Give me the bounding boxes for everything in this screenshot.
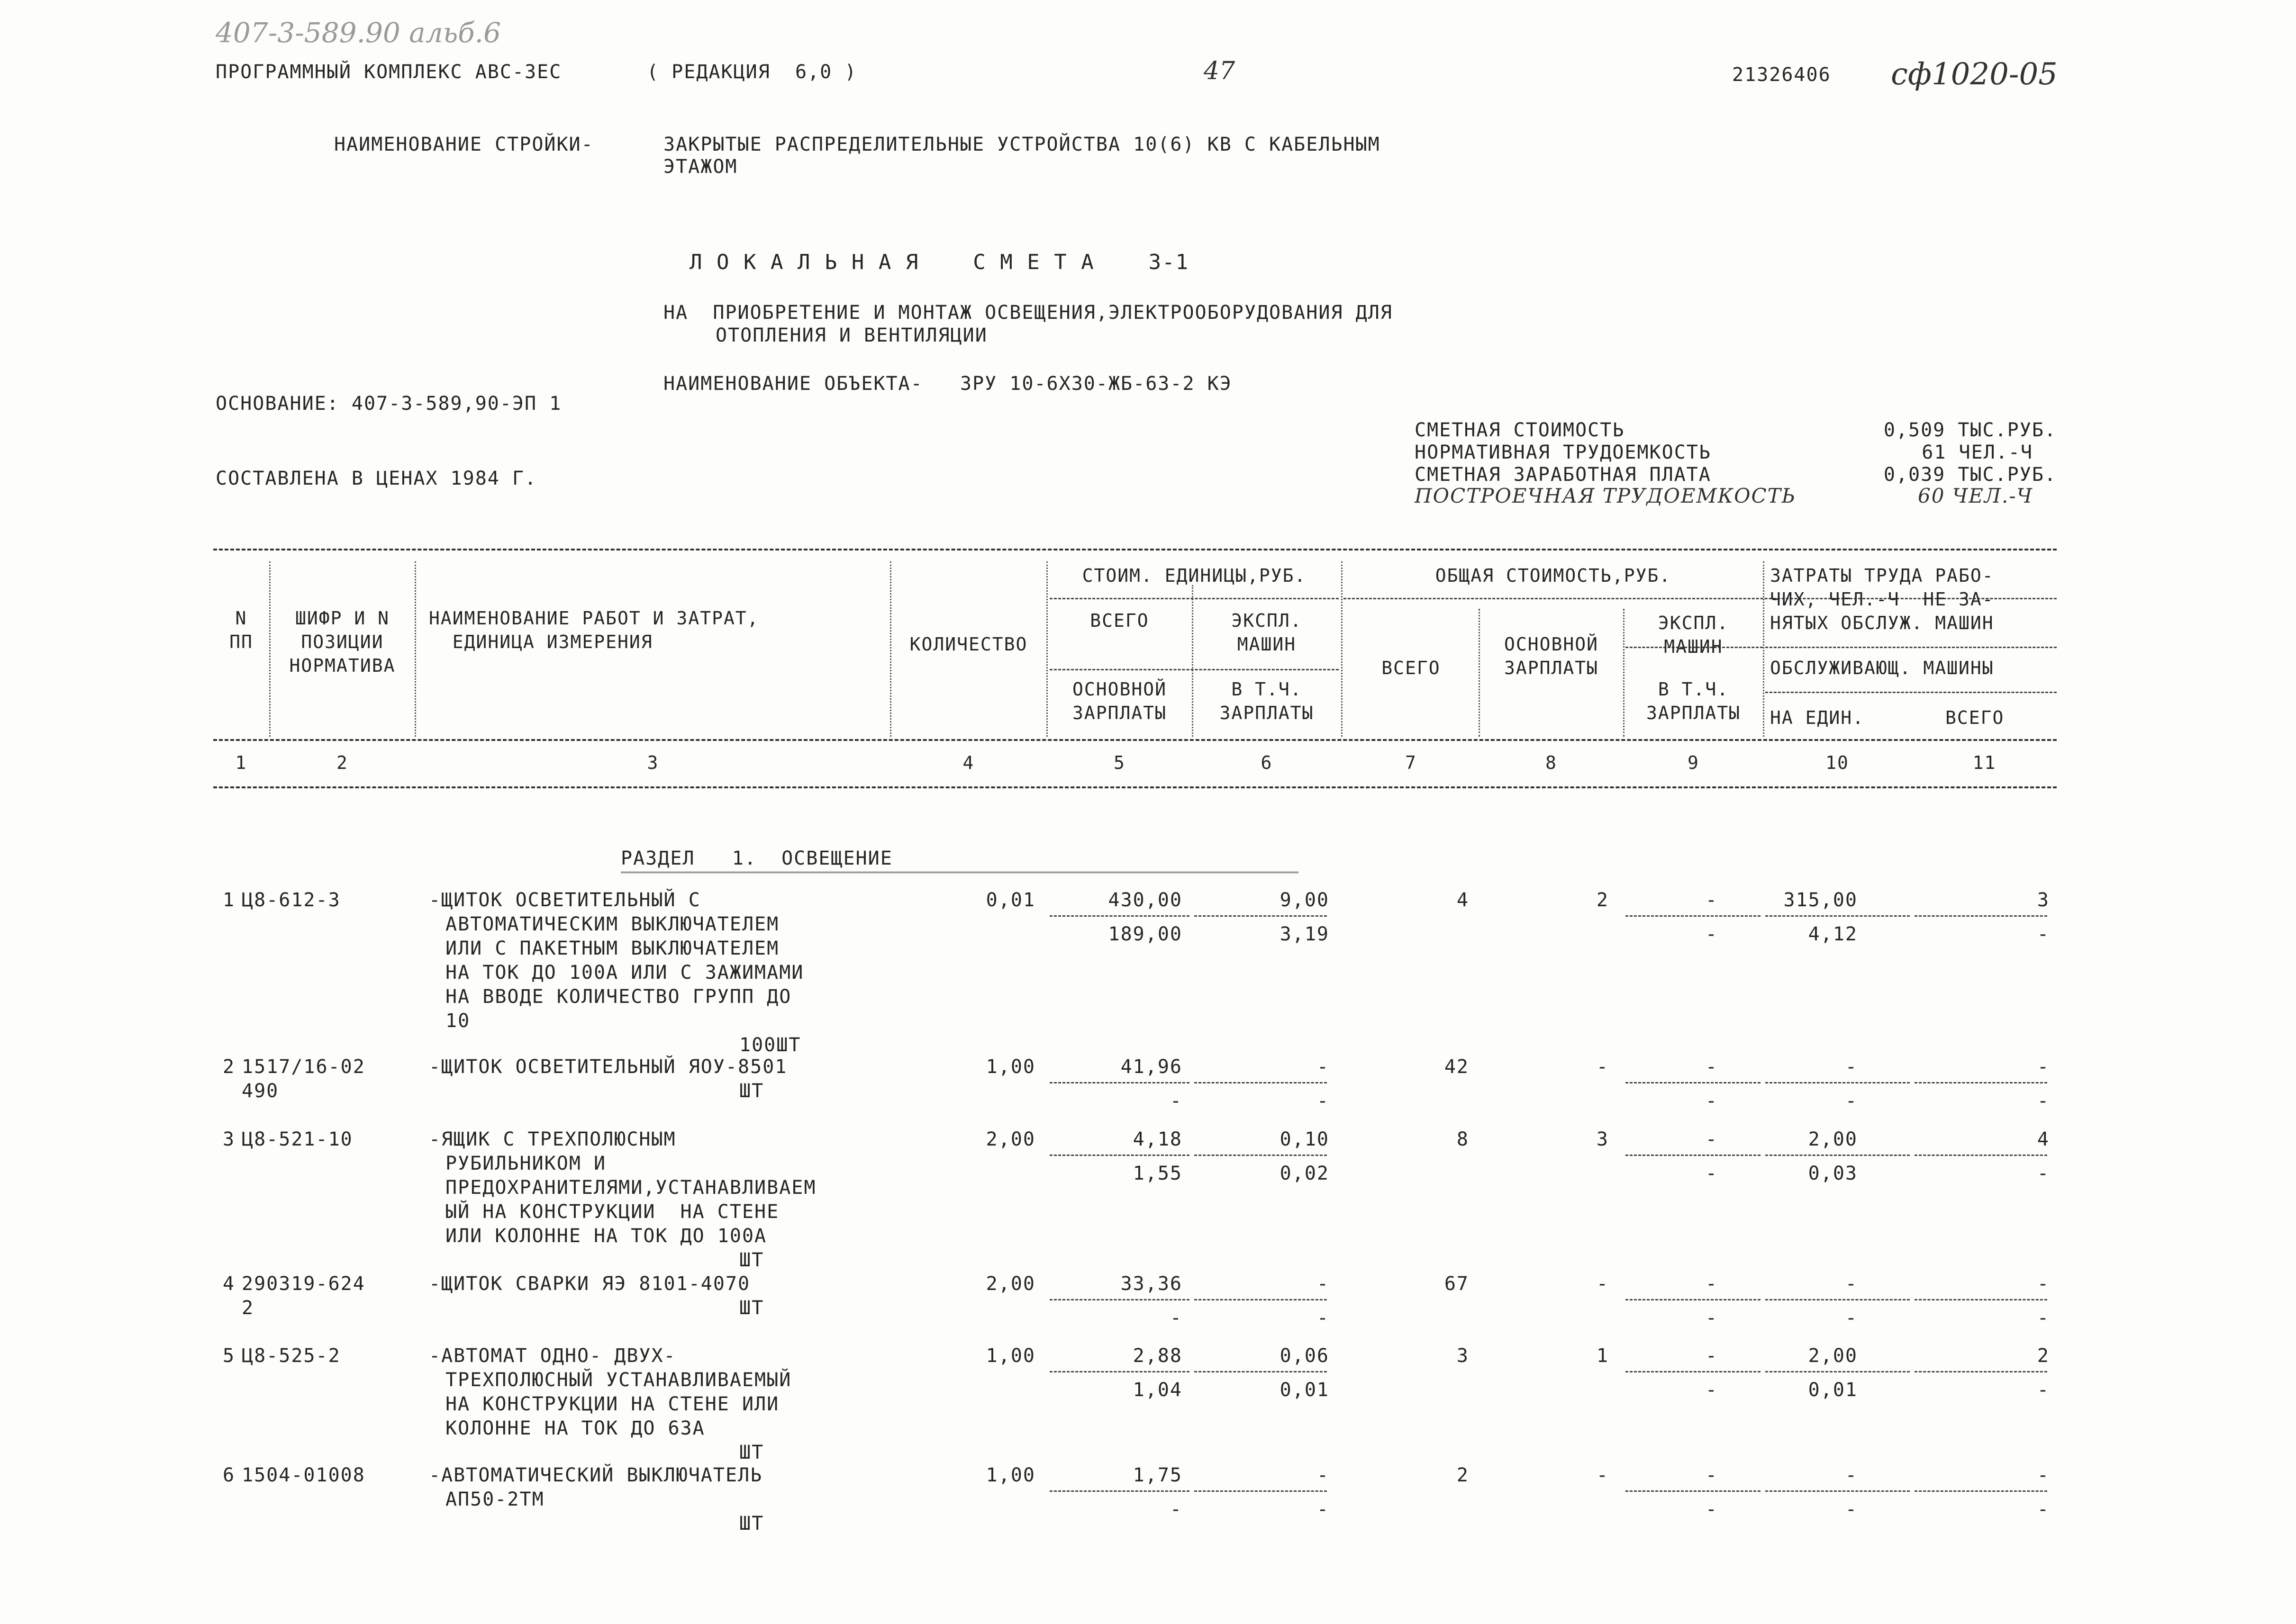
- row-unit-machines: -: [1316, 1464, 1329, 1486]
- summary-value: 61 ЧЕЛ.-Ч: [1922, 442, 2033, 463]
- row-name-line: ИЛИ КОЛОННЕ НА ТОК ДО 100А: [445, 1225, 767, 1247]
- cell-divider: [1625, 1490, 1761, 1492]
- cell-divider: [1625, 1299, 1761, 1300]
- row-unit-machines: 0,10: [1280, 1128, 1329, 1150]
- row-code: 1517/16-02: [242, 1056, 365, 1078]
- row-unit: ШТ: [739, 1249, 764, 1271]
- row-unit-machine-wage: 3,19: [1280, 923, 1329, 945]
- col-header-unit-incl-wage: В Т.Ч. ЗАРПЛАТЫ: [1219, 679, 1314, 723]
- row-labor-unit: -: [1845, 1273, 1858, 1295]
- cell-divider: [1765, 1490, 1910, 1492]
- row-unit-total: 430,00: [1108, 889, 1182, 911]
- col-number: 11: [1972, 752, 1997, 773]
- row-total-wage: -: [1596, 1056, 1609, 1078]
- cell-divider: [1050, 1490, 1189, 1492]
- row-name-line: ТРЕХПОЛЮСНЫЙ УСТАНАВЛИВАЕМЫЙ: [445, 1369, 792, 1391]
- summary-label: НОРМАТИВНАЯ ТРУДОЕМКОСТЬ: [1415, 442, 1711, 463]
- row-labor-total: -: [2037, 1273, 2050, 1295]
- header-top-rule: [213, 549, 2057, 550]
- col-header-unit-machines: ЭКСПЛ. МАШИН: [1231, 610, 1302, 655]
- row-unit: ШТ: [739, 1080, 764, 1102]
- row-unit: 100ШТ: [739, 1034, 801, 1056]
- cell-divider: [1194, 1155, 1327, 1156]
- summary-label: СМЕТНАЯ ЗАРАБОТНАЯ ПЛАТА: [1415, 464, 1711, 486]
- cell-divider: [1194, 915, 1327, 917]
- row-labor-total: 4: [2037, 1128, 2050, 1150]
- row-name-line: ИЛИ С ПАКЕТНЫМ ВЫКЛЮЧАТЕЛЕМ: [445, 938, 780, 959]
- row-labor-unit: 2,00: [1808, 1345, 1858, 1367]
- basis: ОСНОВАНИЕ: 407-3-589,90-ЭП 1: [216, 393, 562, 415]
- construction-line-2: ЭТАЖОМ: [663, 156, 738, 178]
- col-number: 7: [1405, 752, 1417, 773]
- row-unit: ШТ: [739, 1297, 764, 1319]
- row-name-line: НА КОНСТРУКЦИИ НА СТЕНЕ ИЛИ: [445, 1393, 780, 1415]
- row-unit-machines: -: [1316, 1056, 1329, 1078]
- row-unit-machine-wage: 0,02: [1280, 1163, 1329, 1184]
- col-number: 8: [1545, 752, 1557, 773]
- row-labor-unit: 2,00: [1808, 1128, 1858, 1150]
- row-labor-machine-unit: 4,12: [1808, 923, 1858, 945]
- cell-divider: [1915, 1299, 2047, 1300]
- row-unit-base-wage: 1,04: [1133, 1379, 1182, 1401]
- col-number: 1: [235, 752, 247, 773]
- row-unit-total: 33,36: [1120, 1273, 1182, 1295]
- col-header-total-incl-wage: В Т.Ч. ЗАРПЛАТЫ: [1646, 679, 1741, 723]
- row-total-machine-wage: -: [1705, 923, 1718, 945]
- col-header-n: N ПП: [229, 608, 253, 652]
- cell-divider: [1915, 1155, 2047, 1156]
- row-labor-machine-total: -: [2037, 1498, 2050, 1520]
- row-code: Ц8-525-2: [242, 1345, 341, 1367]
- cell-divider: [1625, 1371, 1761, 1372]
- row-code: 290319-624: [242, 1273, 365, 1295]
- row-quantity: 2,00: [986, 1273, 1035, 1295]
- row-name-line: ПРЕДОХРАНИТЕЛЯМИ,УСТАНАВЛИВАЕМ: [445, 1177, 817, 1199]
- row-name-line: -ЩИТОК ОСВЕТИТЕЛЬНЫЙ С: [429, 889, 701, 911]
- summary-value: 60 ЧЕЛ.-Ч: [1918, 484, 2033, 507]
- row-unit-total: 4,18: [1133, 1128, 1182, 1150]
- row-labor-machine-total: -: [2037, 1379, 2050, 1401]
- row-total-wage: 3: [1596, 1128, 1609, 1150]
- row-total-machine-wage: -: [1705, 1163, 1718, 1184]
- col-header-total-cost: ОБЩАЯ СТОИМОСТЬ,РУБ.: [1435, 565, 1671, 586]
- col-header-quantity: КОЛИЧЕСТВО: [909, 634, 1028, 655]
- cell-divider: [1915, 915, 2047, 917]
- row-labor-machine-total: -: [2037, 1307, 2050, 1329]
- col-header-labor-unit: НА ЕДИН.: [1770, 707, 1865, 728]
- col-header-labor-machines: ОБСЛУЖИВАЮЩ. МАШИНЫ: [1770, 658, 1994, 678]
- subheader-rule: [1050, 598, 1339, 599]
- col-header-unit-base-wage: ОСНОВНОЙ ЗАРПЛАТЫ: [1072, 679, 1167, 723]
- cell-divider: [1915, 1082, 2047, 1083]
- cell-divider: [1765, 1155, 1910, 1156]
- cell-divider: [1625, 1082, 1761, 1083]
- row-name-line: 10: [445, 1010, 471, 1032]
- col-header-labor: ЗАТРАТЫ ТРУДА РАБО- ЧИХ, ЧЕЛ.-Ч НЕ ЗА- НЯТЫХ ОБСЛУЖ. МАШИН: [1770, 565, 1994, 633]
- cell-divider: [1194, 1371, 1327, 1372]
- row-unit-total: 2,88: [1133, 1345, 1182, 1367]
- cell-divider: [1625, 1155, 1761, 1156]
- row-total-machine-wage: -: [1705, 1307, 1718, 1329]
- row-labor-machine-unit: -: [1845, 1498, 1858, 1520]
- col-header-name: НАИМЕНОВАНИЕ РАБОТ И ЗАТРАТ, ЕДИНИЦА ИЗМЕРЕНИЯ: [429, 608, 759, 652]
- subheader-rule: [1765, 692, 2057, 693]
- row-unit-base-wage: -: [1170, 1307, 1182, 1329]
- col-number: 9: [1688, 752, 1699, 773]
- row-name-line: РУБИЛЬНИКОМ И: [445, 1153, 607, 1174]
- cell-divider: [1194, 1490, 1327, 1492]
- row-code: Ц8-612-3: [242, 889, 341, 911]
- row-labor-machine-total: -: [2037, 1090, 2050, 1112]
- row-labor-machine-unit: -: [1845, 1090, 1858, 1112]
- row-total-machine-wage: -: [1705, 1498, 1718, 1520]
- estimate-purpose-1: НА ПРИОБРЕТЕНИЕ И МОНТАЖ ОСВЕЩЕНИЯ,ЭЛЕКТРООБОРУДОВАНИЯ ДЛЯ: [663, 302, 1393, 324]
- row-total-wage: 1: [1596, 1345, 1609, 1367]
- row-quantity: 1,00: [986, 1056, 1035, 1078]
- row-labor-machine-total: -: [2037, 923, 2050, 945]
- header-bottom-rule: [213, 786, 2057, 788]
- row-total-machines: -: [1705, 1128, 1718, 1150]
- col-number: 3: [647, 752, 659, 773]
- cell-divider: [1050, 915, 1189, 917]
- cell-divider: [1915, 1490, 2047, 1492]
- row-labor-total: 2: [2037, 1345, 2050, 1367]
- row-labor-unit: 315,00: [1783, 889, 1858, 911]
- row-code: Ц8-521-10: [242, 1128, 353, 1150]
- row-name-line: ЫЙ НА КОНСТРУКЦИИ НА СТЕНЕ: [445, 1201, 780, 1223]
- construction-label: НАИМЕНОВАНИЕ СТРОЙКИ-: [334, 134, 594, 155]
- cell-divider: [1194, 1299, 1327, 1300]
- row-name-line: -ЩИТОК ОСВЕТИТЕЛЬНЫЙ ЯОУ-8501: [429, 1056, 788, 1078]
- row-total-machine-wage: -: [1705, 1090, 1718, 1112]
- subheader-rule: [1765, 647, 2057, 648]
- row-name-line: -ЩИТОК СВАРКИ ЯЭ 8101-4070: [429, 1273, 751, 1295]
- row-total: 8: [1456, 1128, 1469, 1150]
- row-total: 2: [1456, 1464, 1469, 1486]
- document-number: 21326406: [1732, 64, 1831, 86]
- row-unit-total: 41,96: [1120, 1056, 1182, 1078]
- col-divider: [415, 561, 416, 737]
- cell-divider: [1194, 1082, 1327, 1083]
- row-labor-machine-total: -: [2037, 1163, 2050, 1184]
- row-total: 42: [1444, 1056, 1469, 1078]
- row-code: 1504-01008: [242, 1464, 365, 1486]
- row-labor-unit: -: [1845, 1056, 1858, 1078]
- row-total-wage: 2: [1596, 889, 1609, 911]
- cell-divider: [1050, 1371, 1189, 1372]
- row-labor-machine-unit: -: [1845, 1307, 1858, 1329]
- cell-divider: [1050, 1082, 1189, 1083]
- cell-divider: [1625, 915, 1761, 917]
- row-name-line: КОЛОННЕ НА ТОК ДО 63А: [445, 1417, 705, 1439]
- row-total-machines: -: [1705, 1056, 1718, 1078]
- row-total-machines: -: [1705, 1464, 1718, 1486]
- page-number: 47: [1204, 57, 1235, 85]
- col-divider: [1763, 561, 1764, 737]
- row-unit-machines: 0,06: [1280, 1345, 1329, 1367]
- row-name-line: АВТОМАТИЧЕСКИМ ВЫКЛЮЧАТЕЛЕМ: [445, 913, 780, 935]
- row-labor-total: -: [2037, 1056, 2050, 1078]
- estimate-purpose-2: ОТОПЛЕНИЯ И ВЕНТИЛЯЦИИ: [716, 325, 988, 346]
- row-total-wage: -: [1596, 1464, 1609, 1486]
- col-number: 6: [1261, 752, 1273, 773]
- handwritten-reference: сф1020-05: [1891, 57, 2058, 92]
- col-header-unit-total: ВСЕГО: [1090, 610, 1149, 631]
- program-name: ПРОГРАММНЫЙ КОМПЛЕКС АВС-3ЕС: [216, 61, 562, 83]
- col-header-total-all: ВСЕГО: [1381, 658, 1441, 678]
- row-labor-total: 3: [2037, 889, 2050, 911]
- row-quantity: 1,00: [986, 1345, 1035, 1367]
- col-header-total-machines: ЭКСПЛ. МАШИН: [1658, 613, 1729, 657]
- section-underline: [621, 872, 1298, 873]
- row-unit-machine-wage: 0,01: [1280, 1379, 1329, 1401]
- row-total-machine-wage: -: [1705, 1379, 1718, 1401]
- cell-divider: [1765, 1299, 1910, 1300]
- row-total-machines: -: [1705, 1345, 1718, 1367]
- row-unit: ШТ: [739, 1442, 764, 1463]
- row-unit-machines: -: [1316, 1273, 1329, 1295]
- row-code-cont: 2: [242, 1297, 254, 1319]
- summary-label: ПОСТРОЕЧНАЯ ТРУДОЕМКОСТЬ: [1415, 484, 1796, 507]
- col-number: 10: [1825, 752, 1849, 773]
- row-name-line: АП50-2ТМ: [445, 1489, 545, 1510]
- handwritten-code: 407-3-589.90 альб.6: [216, 17, 501, 49]
- cell-divider: [1050, 1155, 1189, 1156]
- row-labor-machine-unit: 0,01: [1808, 1379, 1858, 1401]
- row-name-line: НА ТОК ДО 100А ИЛИ С ЗАЖИМАМИ: [445, 962, 804, 983]
- row-unit: ШТ: [739, 1513, 764, 1534]
- row-total-machines: -: [1705, 1273, 1718, 1295]
- row-quantity: 1,00: [986, 1464, 1035, 1486]
- row-total-wage: -: [1596, 1273, 1609, 1295]
- row-unit-machine-wage: -: [1316, 1090, 1329, 1112]
- row-name-line: -АВТОМАТ ОДНО- ДВУХ-: [429, 1345, 676, 1367]
- row-unit-base-wage: -: [1170, 1090, 1182, 1112]
- row-name-line: НА ВВОДЕ КОЛИЧЕСТВО ГРУПП ДО: [445, 986, 792, 1008]
- col-header-unit-cost: СТОИМ. ЕДИНИЦЫ,РУБ.: [1082, 565, 1307, 586]
- row-unit-total: 1,75: [1133, 1464, 1182, 1486]
- row-unit-base-wage: -: [1170, 1498, 1182, 1520]
- section-title: РАЗДЕЛ 1. ОСВЕЩЕНИЕ: [621, 848, 893, 869]
- cell-divider: [1765, 1082, 1910, 1083]
- col-header-labor-total: ВСЕГО: [1945, 707, 2005, 728]
- estimate-title: Л О К А Л Ь Н А Я С М Е Т А 3-1: [690, 250, 1189, 274]
- col-number: 5: [1114, 752, 1125, 773]
- subheader-rule: [1050, 669, 1339, 670]
- row-unit-base-wage: 189,00: [1108, 923, 1182, 945]
- row-labor-machine-unit: 0,03: [1808, 1163, 1858, 1184]
- cell-divider: [1050, 1299, 1189, 1300]
- construction-line-1: ЗАКРЫТЫЕ РАСПРЕДЕЛИТЕЛЬНЫЕ УСТРОЙСТВА 10(6) КВ С КАБЕЛЬНЫМ: [663, 134, 1380, 155]
- row-labor-unit: -: [1845, 1464, 1858, 1486]
- row-unit-base-wage: 1,55: [1133, 1163, 1182, 1184]
- row-unit-machine-wage: -: [1316, 1307, 1329, 1329]
- row-quantity: 0,01: [986, 889, 1035, 911]
- col-header-code: ШИФР И N ПОЗИЦИИ НОРМАТИВА: [289, 608, 396, 676]
- header-mid-rule: [213, 739, 2057, 741]
- row-total: 67: [1444, 1273, 1469, 1295]
- row-code-cont: 490: [242, 1080, 279, 1102]
- col-header-total-base-wage: ОСНОВНОЙ ЗАРПЛАТЫ: [1504, 634, 1599, 678]
- col-number: 2: [336, 752, 348, 773]
- row-unit-machine-wage: -: [1316, 1498, 1329, 1520]
- col-divider: [1341, 561, 1343, 737]
- summary-label: СМЕТНАЯ СТОИМОСТЬ: [1415, 419, 1625, 441]
- cell-divider: [1915, 1371, 2047, 1372]
- row-unit-machines: 9,00: [1280, 889, 1329, 911]
- edition: ( РЕДАКЦИЯ 6,0 ): [647, 61, 857, 83]
- row-total: 4: [1456, 889, 1469, 911]
- row-total: 3: [1456, 1345, 1469, 1367]
- row-name-line: -ЯЩИК С ТРЕХПОЛЮСНЫМ: [429, 1128, 676, 1150]
- row-labor-total: -: [2037, 1464, 2050, 1486]
- object-name: НАИМЕНОВАНИЕ ОБЪЕКТА- ЗРУ 10-6Х30-ЖБ-63-2 КЭ: [663, 373, 1232, 395]
- col-number: 4: [962, 752, 975, 773]
- row-total-machines: -: [1705, 889, 1718, 911]
- row-quantity: 2,00: [986, 1128, 1035, 1150]
- prices-year: СОСТАВЛЕНА В ЦЕНАХ 1984 Г.: [216, 468, 537, 489]
- row-name-line: -АВТОМАТИЧЕСКИЙ ВЫКЛЮЧАТЕЛЬ: [429, 1464, 763, 1486]
- cell-divider: [1765, 1371, 1910, 1372]
- cell-divider: [1765, 915, 1910, 917]
- summary-value: 0,509 ТЫС.РУБ.: [1883, 419, 2057, 441]
- summary-value: 0,039 ТЫС.РУБ.: [1883, 464, 2057, 486]
